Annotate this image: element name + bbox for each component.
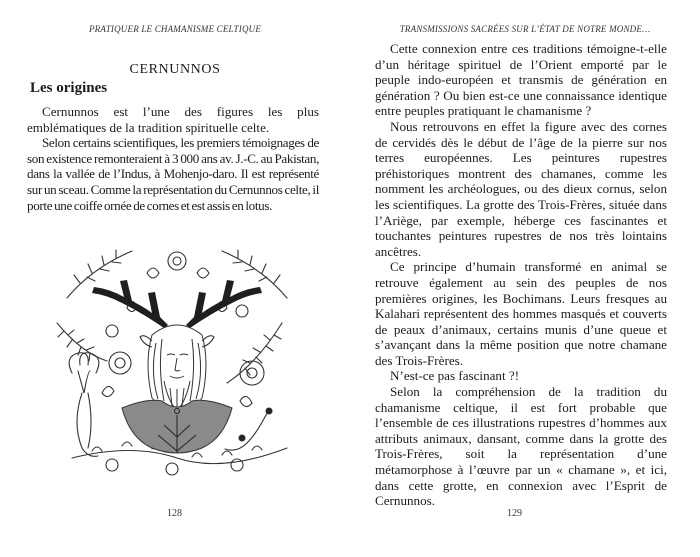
section-title: Les origines bbox=[30, 80, 108, 96]
page-number-right: 129 bbox=[507, 508, 522, 519]
paragraph: Nous retrouvons en effet la figure avec des cornes de cervidés dès le début de l’âge de la pierre sur nos terres européennes. Les peintures rupestres préhistoriques montrent des chamanes, comme les nomment les archéologues, ou des dieux cornus, selon les scientifiques. La grotte des Trois-Frères, située dans l’Ariège, par exemple, héberge ces fascinantes et touchantes peintures rupestres de nos très lointains ancêtres. bbox=[375, 118, 667, 259]
paragraph: Selon certains scientifiques, les premiers témoignages de son existence remonteraient à 3 000 ans av. J.-C. au Pakistan, dans la vallée de l’Indus, à Mohenjo-daro. Il est représenté sur un sceau. Comme la représentation du Cernunnos celte, il porte une coiffe ornée de cornes et est assis en lotus. bbox=[27, 135, 319, 213]
chapter-title: CERNUNNOS bbox=[129, 62, 221, 77]
page-number-left: 128 bbox=[167, 508, 182, 519]
running-head-right: TRANSMISSIONS SACRÉES SUR L’ÉTAT DE NOTRE MONDE… bbox=[399, 24, 651, 34]
paragraph: Cette connexion entre ces traditions témoigne-t-elle d’un héritage spirituel de l’Orient emporté par le peuple indo-européen et transmis de génération en génération ? Ou bien est-ce une connaissance identique entre peuples pratiquant le chamanisme ? bbox=[375, 41, 667, 119]
right-body-text bbox=[375, 41, 667, 509]
horned-god-icon bbox=[52, 243, 302, 483]
paragraph: Ce principe d’humain transformé en animal se retrouve également au sein des peuples de nos premières origines, les Bochimans. Leurs fresques au Kalahari représentent des hommes masqués et couverts de peaux d’animaux, certains munis d’une queue et s’avançant dans la même position que notre chamane des Trois-Frères. bbox=[375, 259, 667, 368]
right-page bbox=[350, 0, 700, 557]
paragraph: N’est-ce pas fascinant ?! bbox=[390, 368, 520, 384]
paragraph: Cernunnos est l’une des figures les plus emblématiques de la tradition spirituelle celte. bbox=[27, 104, 319, 135]
cernunnos-illustration bbox=[52, 243, 302, 483]
paragraph: Selon la compréhension de la tradition du chamanisme celtique, il est fort probable que l’ensemble de ces illustrations rupestres d’hommes aux attributs animaux, dansant, comme dans la grotte des Trois-Frères, soit la représentation d’une métamorphose à l’œuvre par un « chamane », et ici, dans cette grotte, en connexion avec l’Esprit de Cernunnos. bbox=[375, 384, 667, 509]
running-head-left: PRATIQUER LE CHAMANISME CELTIQUE bbox=[88, 24, 262, 34]
left-body-text bbox=[27, 104, 319, 213]
